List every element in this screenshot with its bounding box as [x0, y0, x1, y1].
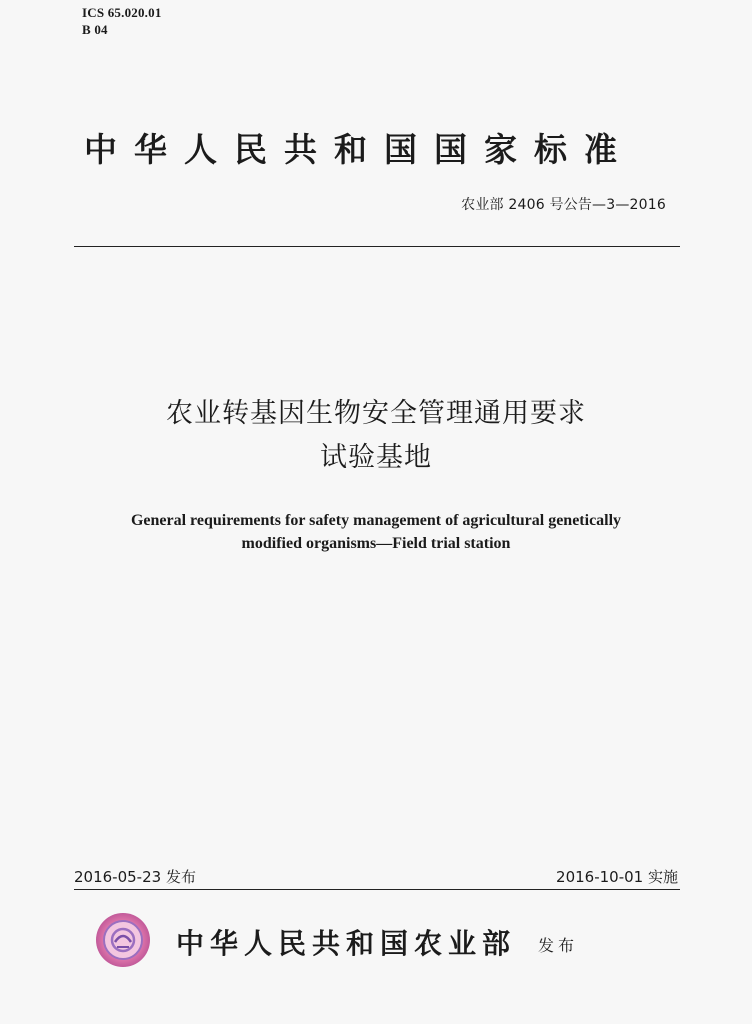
implementation-date: 2016-10-01 实施	[556, 868, 678, 886]
classification-codes	[82, 4, 162, 38]
chinese-title	[0, 392, 752, 480]
top-divider	[74, 246, 680, 247]
publisher-name: 中华人民共和国农业部	[176, 927, 517, 960]
english-title	[0, 509, 752, 555]
standard-number: 农业部 2406 号公告—3—2016	[461, 197, 666, 213]
english-title-line-1: General requirements for safety management of agricultural genetically	[130, 512, 622, 529]
chinese-title-line-2: 试验基地	[320, 442, 432, 473]
bottom-divider	[74, 889, 680, 890]
issue-date: 2016-05-23 发布	[74, 868, 196, 886]
english-title-line-2: modified organisms—Field trial station	[241, 535, 511, 552]
chinese-title-line-1: 农业转基因生物安全管理通用要求	[166, 398, 586, 429]
publish-label: 发布	[538, 936, 579, 955]
ics-code: ICS 65.020.01	[82, 5, 162, 20]
standard-category-title: 中华人民共和国国家标准	[84, 130, 634, 169]
ccs-code: B 04	[82, 22, 108, 37]
ministry-emblem-icon	[95, 912, 151, 968]
